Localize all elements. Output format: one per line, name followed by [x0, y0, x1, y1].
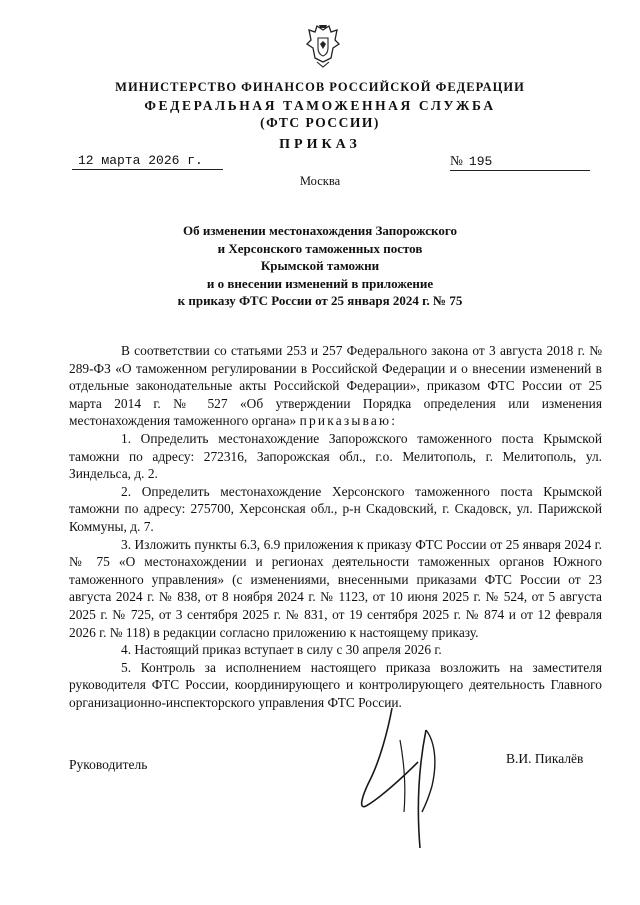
item-paragraph: 1. Определить местонахождение Запорожского таможенного поста Крымской таможни по адресу: 272316, Запорожская обл., г.о. Мелитополь, г. Мелитополь, ул. Зиндельса, д. 2.: [69, 430, 602, 482]
handwritten-signature: [340, 700, 460, 850]
title-line: Крымской таможни: [260, 258, 380, 273]
signatory-name: В.И. Пикалёв: [506, 751, 584, 766]
preamble-paragraph: [69, 342, 602, 430]
title-line: Об изменении местонахождения Запорожского: [183, 223, 457, 238]
city: Москва: [299, 174, 341, 188]
item-paragraph: 5. Контроль за исполнением настоящего приказа возложить на заместителя руководителя ФТС России, координирующего и контролирующего деятельность Главного организационно-инспекторского управления ФТС России.: [69, 659, 602, 710]
item-paragraph: 4. Настоящий приказ вступает в силу с 30 апреля 2026 г.: [121, 642, 442, 658]
title-line: и о внесении изменений в приложение: [206, 275, 434, 291]
number-label: №: [450, 153, 463, 168]
order-number: [450, 153, 590, 171]
document-title: [0, 222, 640, 310]
coat-of-arms-emblem: [305, 24, 341, 68]
decree-word: приказываю:: [299, 413, 398, 429]
item-paragraph: 2. Определить местонахождение Херсонского таможенного поста Крымской таможни по адресу: 275700, Херсонская обл., р-н Скадовский, г. Скадовск, ул. Парижской Коммуны, д. 7.: [69, 483, 602, 534]
number-value: 195: [468, 154, 493, 169]
document-type: ПРИКАЗ: [279, 137, 361, 152]
item-paragraph: 3. Изложить пункты 6.3, 6.9 приложения к приказу ФТС России от 25 января 2024 г. № 75 «О местонахождении и регионах деятельности таможенных органов Южного таможенного управления» (с изменениями, внесенными приказами ФТС России от 23 августа 2024 г. № 838, от 8 ноября 2024 г. № 1123, от 10 июня 2025 г. № 524, от 5 августа 2025 г. № 725, от 3 сентября 2025 г. № 831, от 19 сентября 2025 г. № 874 и от 12 февраля 2026 г. № 118) в редакции согласно приложению к настоящему приказу.: [69, 536, 602, 640]
order-date: 12 марта 2026 г.: [72, 153, 223, 170]
title-line: к приказу ФТС России от 25 января 2024 г. № 75: [177, 293, 463, 308]
ministry-name: МИНИСТЕРСТВО ФИНАНСОВ РОССИЙСКОЙ ФЕДЕРАЦИИ: [115, 80, 525, 94]
service-abbreviation: (ФТС РОССИИ): [260, 115, 380, 130]
title-line: и Херсонского таможенных постов: [217, 240, 423, 256]
preamble-text: В соответствии со статьями 253 и 257 Федерального закона от 3 августа 2018 г. № 289-ФЗ «О таможенном регулировании в Российской Федерации и о внесении изменений в отдельные законодательные акты Российской Федерации», приказом ФТС России от 25 марта 2014 г. № 527 «Об утверждении Порядка определения или изменения местонахождения таможенного органа»: [69, 343, 602, 429]
signatory-role: Руководитель: [69, 757, 148, 772]
service-name: ФЕДЕРАЛЬНАЯ ТАМОЖЕННАЯ СЛУЖБА: [144, 98, 496, 113]
document-body: [69, 342, 602, 711]
